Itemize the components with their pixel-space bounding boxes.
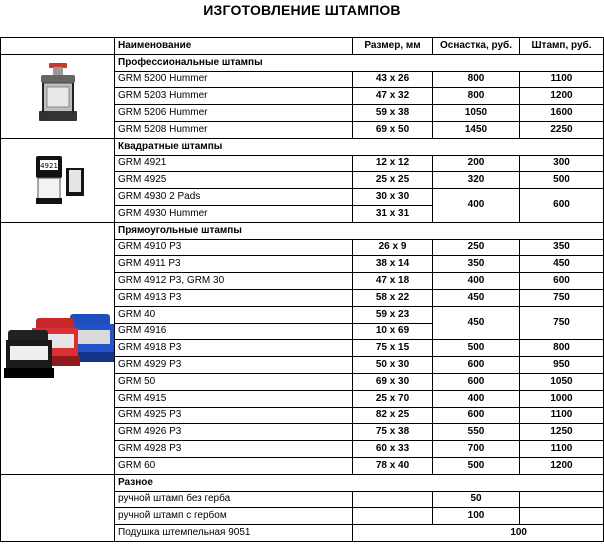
item-rig-price: 1050 — [433, 105, 520, 122]
item-size: 47 х 32 — [353, 88, 433, 105]
item-name: GRM 5200 Hummer — [115, 71, 353, 88]
item-stamp-price: 600 — [520, 273, 604, 290]
item-name: ручной штамп без герба — [115, 491, 353, 508]
item-rig-price: 250 — [433, 239, 520, 256]
item-size: 78 х 40 — [353, 457, 433, 474]
page-title: ИЗГОТОВЛЕНИЕ ШТАМПОВ — [203, 2, 401, 18]
item-name: GRM 5206 Hummer — [115, 105, 353, 122]
item-size: 43 х 26 — [353, 71, 433, 88]
professional-stamp-icon — [33, 61, 83, 131]
item-rig-price: 500 — [433, 457, 520, 474]
item-name: GRM 4911 P3 — [115, 256, 353, 273]
section-row-misc — [1, 474, 604, 491]
rectangular-stamps-icon — [4, 308, 115, 388]
item-rig-price: 450 — [433, 306, 520, 340]
item-size: 59 х 23 — [353, 306, 433, 323]
item-name: GRM 4915 — [115, 390, 353, 407]
item-size: 59 х 38 — [353, 105, 433, 122]
item-rig-price: 400 — [433, 273, 520, 290]
professional-stamp-image — [1, 54, 115, 138]
item-name: GRM 4912 P3, GRM 30 — [115, 273, 353, 290]
item-rig-price: 700 — [433, 441, 520, 458]
item-stamp-price: 300 — [520, 155, 604, 172]
item-size — [353, 491, 433, 508]
item-name: GRM 4926 P3 — [115, 424, 353, 441]
item-stamp-price: 1100 — [520, 441, 604, 458]
item-name: GRM 5208 Hummer — [115, 121, 353, 138]
square-stamp-icon — [28, 148, 88, 212]
item-name: GRM 50 — [115, 373, 353, 390]
section-title-square: Квадратные штампы — [115, 138, 604, 155]
header-name: Наименование — [115, 38, 353, 55]
misc-image-blank — [1, 474, 115, 541]
item-rig-price: 800 — [433, 88, 520, 105]
item-stamp-price: 1600 — [520, 105, 604, 122]
item-stamp-price — [520, 508, 604, 525]
item-size: 30 х 30 — [353, 189, 433, 206]
section-row-professional — [1, 54, 604, 71]
item-size: 26 х 9 — [353, 239, 433, 256]
item-rig-price: 600 — [433, 407, 520, 424]
item-stamp-price: 1000 — [520, 390, 604, 407]
section-title-professional: Профессиональные штампы — [115, 54, 604, 71]
header-blank — [1, 38, 115, 55]
item-stamp-price: 1200 — [520, 457, 604, 474]
item-name: GRM 4929 P3 — [115, 357, 353, 374]
item-rig-price: 400 — [433, 189, 520, 223]
item-name: GRM 60 — [115, 457, 353, 474]
item-rig-price: 320 — [433, 172, 520, 189]
item-name: GRM 4925 P3 — [115, 407, 353, 424]
item-name: GRM 4913 P3 — [115, 289, 353, 306]
item-stamp-price: 800 — [520, 340, 604, 357]
item-stamp-price: 750 — [520, 289, 604, 306]
item-stamp-price: 500 — [520, 172, 604, 189]
item-name: GRM 4921 — [115, 155, 353, 172]
item-size: 60 х 33 — [353, 441, 433, 458]
header-stamp: Штамп, руб. — [520, 38, 604, 55]
item-size: 25 х 25 — [353, 172, 433, 189]
item-name: GRM 40 — [115, 306, 353, 323]
item-stamp-price — [520, 491, 604, 508]
header-rig: Оснастка, руб. — [433, 38, 520, 55]
item-stamp-price: 2250 — [520, 121, 604, 138]
item-rig-price: 500 — [433, 340, 520, 357]
item-rig-price: 600 — [433, 373, 520, 390]
item-stamp-price: 750 — [520, 306, 604, 340]
item-size: 12 х 12 — [353, 155, 433, 172]
item-rig-price: 600 — [433, 357, 520, 374]
item-rig-price: 350 — [433, 256, 520, 273]
item-size: 47 х 18 — [353, 273, 433, 290]
item-size: 69 х 30 — [353, 373, 433, 390]
section-row-square — [1, 138, 604, 155]
item-price: 100 — [353, 525, 604, 542]
item-name: ручной штамп с гербом — [115, 508, 353, 525]
item-size: 58 х 22 — [353, 289, 433, 306]
item-name: GRM 4930 Hummer — [115, 205, 353, 222]
item-size: 31 х 31 — [353, 205, 433, 222]
item-size: 75 х 38 — [353, 424, 433, 441]
item-size: 82 х 25 — [353, 407, 433, 424]
item-rig-price: 1450 — [433, 121, 520, 138]
item-name: GRM 5203 Hummer — [115, 88, 353, 105]
item-size: 50 х 30 — [353, 357, 433, 374]
item-stamp-price: 600 — [520, 189, 604, 223]
item-name: GRM 4918 P3 — [115, 340, 353, 357]
header-size: Размер, мм — [353, 38, 433, 55]
item-name: Подушка штемпельная 9051 — [115, 525, 353, 542]
item-size: 38 х 14 — [353, 256, 433, 273]
item-stamp-price: 1200 — [520, 88, 604, 105]
section-title-rect: Прямоугольные штампы — [115, 222, 604, 239]
svg-text:4921: 4921 — [39, 162, 58, 171]
item-stamp-price: 1250 — [520, 424, 604, 441]
item-stamp-price: 950 — [520, 357, 604, 374]
item-rig-price: 450 — [433, 289, 520, 306]
item-rig-price: 550 — [433, 424, 520, 441]
item-name: GRM 4930 2 Pads — [115, 189, 353, 206]
square-stamp-image — [1, 138, 115, 222]
item-stamp-price: 350 — [520, 239, 604, 256]
price-table — [0, 37, 604, 542]
item-name: GRM 4928 P3 — [115, 441, 353, 458]
item-stamp-price: 1050 — [520, 373, 604, 390]
item-name: GRM 4925 — [115, 172, 353, 189]
item-price: 50 — [433, 491, 520, 508]
item-size: 69 х 50 — [353, 121, 433, 138]
item-stamp-price: 1100 — [520, 407, 604, 424]
item-price: 100 — [433, 508, 520, 525]
item-size — [353, 508, 433, 525]
item-rig-price: 800 — [433, 71, 520, 88]
item-stamp-price: 1100 — [520, 71, 604, 88]
item-size: 75 х 15 — [353, 340, 433, 357]
section-title-misc: Разное — [115, 474, 604, 491]
item-name: GRM 4916 — [115, 323, 353, 340]
header-row — [1, 38, 604, 55]
item-name: GRM 4910 P3 — [115, 239, 353, 256]
item-rig-price: 400 — [433, 390, 520, 407]
item-stamp-price: 450 — [520, 256, 604, 273]
item-size: 10 х 69 — [353, 323, 433, 340]
section-row-rect — [1, 222, 604, 239]
rectangular-stamps-image — [1, 222, 115, 474]
item-rig-price: 200 — [433, 155, 520, 172]
item-size: 25 х 70 — [353, 390, 433, 407]
